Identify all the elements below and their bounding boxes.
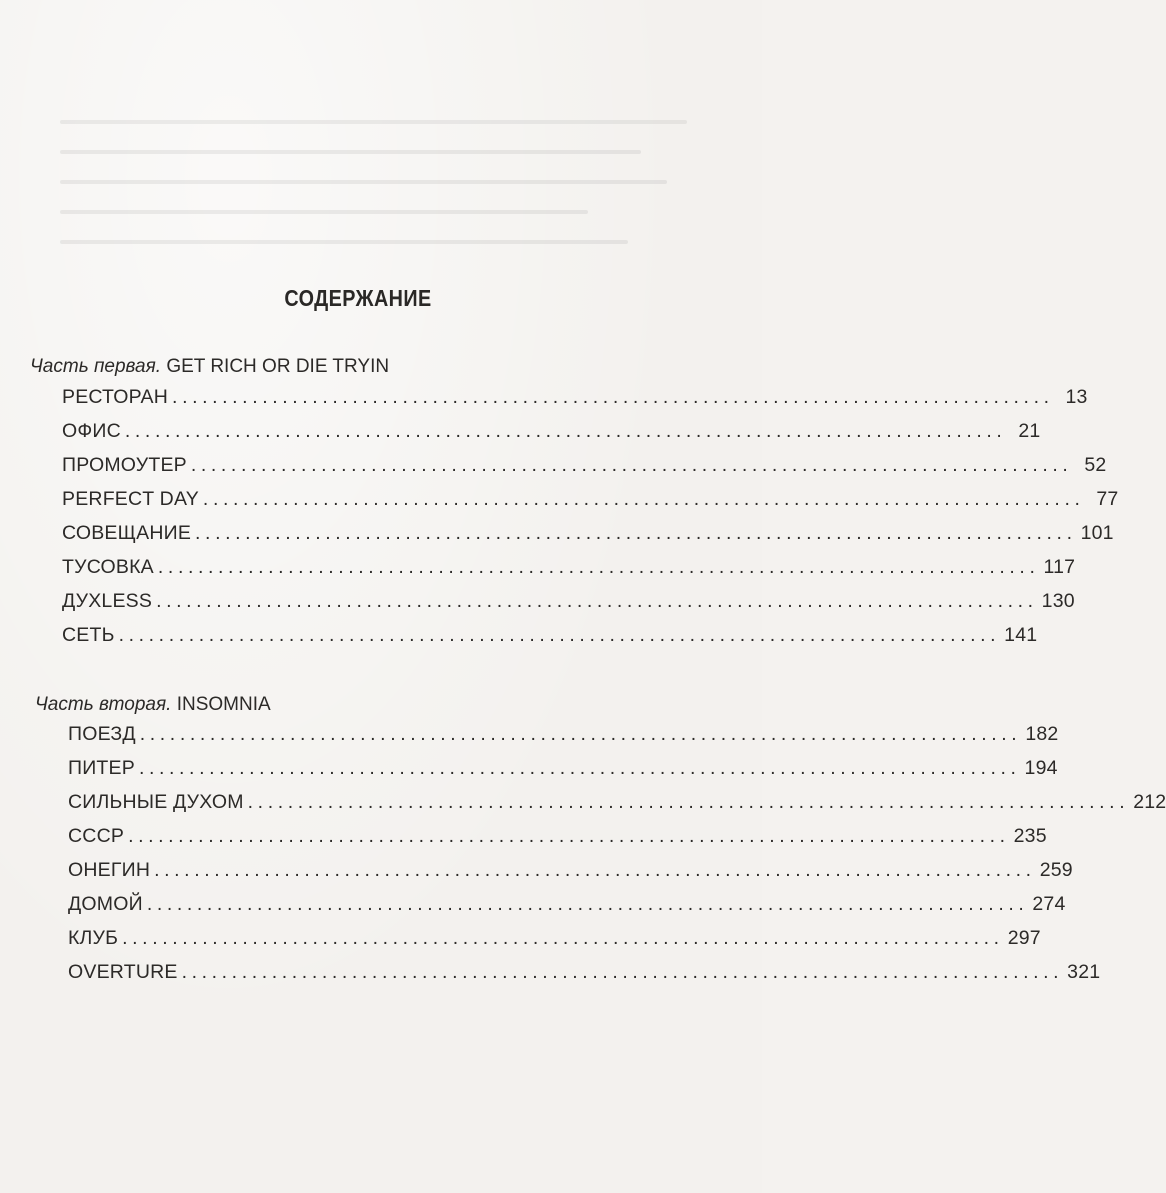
dot-leader: ........................................................................................ (247, 791, 1130, 813)
page-number: 13 (1065, 386, 1088, 408)
page-number: 321 (1067, 961, 1101, 983)
toc-entry[interactable] (62, 420, 1041, 454)
entry-title: ПОЕЗД (68, 723, 136, 745)
page-number: 274 (1032, 893, 1066, 915)
toc-entry[interactable] (68, 723, 1059, 757)
page-number: 141 (1004, 624, 1038, 646)
entry-title: ПИТЕР (68, 757, 135, 779)
entry-title: СОВЕЩАНИЕ (62, 522, 192, 544)
toc-entry[interactable] (62, 488, 1119, 522)
toc-entry[interactable] (62, 590, 1075, 624)
page-number: 235 (1013, 825, 1047, 847)
entry-title: ДОМОЙ (68, 893, 143, 915)
dot-leader: ........................................................................................ (156, 590, 1038, 612)
part-label: Часть вторая. (35, 694, 172, 715)
entry-title: ДУXLESS (62, 590, 153, 612)
entry-title: СИЛЬНЫЕ ДУХОМ (68, 791, 244, 813)
page-number: 21 (1018, 420, 1041, 442)
part-heading-1 (30, 356, 389, 378)
dot-leader: ........................................................................................ (138, 757, 1021, 779)
page-number: 212 (1133, 791, 1166, 813)
toc-entry[interactable] (62, 454, 1107, 488)
dot-leader: ........................................................................................ (124, 420, 1007, 442)
dot-leader: ........................................................................................ (157, 556, 1040, 578)
toc-entry[interactable] (68, 927, 1041, 961)
toc-entry[interactable] (68, 791, 1166, 825)
page-number: 77 (1096, 488, 1119, 510)
page-title: СОДЕРЖАНИЕ (284, 285, 432, 311)
page-number: 194 (1024, 757, 1058, 779)
entry-title: СЕТЬ (62, 624, 115, 646)
page-number: 52 (1084, 454, 1107, 476)
page-number: 297 (1007, 927, 1041, 949)
entry-title: ПРОМОУТЕР (62, 454, 187, 476)
dot-leader: ........................................................................................ (202, 488, 1085, 510)
toc-entry[interactable] (62, 556, 1076, 590)
toc-entry[interactable] (62, 624, 1038, 658)
page-number: 117 (1043, 556, 1076, 578)
part-heading-2 (35, 694, 271, 716)
entry-title: ОНЕГИН (68, 859, 151, 881)
entry-title: РЕСТОРАН (62, 386, 169, 408)
dot-leader: ........................................................................................ (190, 454, 1073, 476)
toc-entry[interactable] (68, 859, 1073, 893)
entry-title: СССР (68, 825, 125, 847)
dot-leader: ........................................................................................ (122, 927, 1004, 949)
dot-leader: ........................................................................................ (181, 961, 1064, 983)
toc-entry[interactable] (68, 825, 1047, 859)
dot-leader: ........................................................................................ (139, 723, 1022, 745)
toc-list-part-1 (62, 386, 1119, 658)
toc-entry[interactable] (68, 961, 1101, 995)
dot-leader: ........................................................................................ (128, 825, 1010, 847)
page-number: 259 (1039, 859, 1073, 881)
page-number: 101 (1080, 522, 1114, 544)
toc-entry[interactable] (62, 386, 1088, 420)
part-name: INSOMNIA (176, 694, 271, 715)
entry-title: PERFECT DAY (62, 488, 199, 510)
toc-list-part-2 (68, 723, 1166, 995)
entry-title: ТУСОВКА (62, 556, 154, 578)
dot-leader: ........................................................................................ (146, 893, 1029, 915)
part-label: Часть первая. (30, 356, 162, 377)
entry-title: КЛУБ (68, 927, 119, 949)
dot-leader: ........................................................................................ (118, 624, 1001, 646)
toc-entry[interactable] (62, 522, 1114, 556)
dot-leader: ........................................................................................ (172, 386, 1054, 408)
dot-leader: ........................................................................................ (154, 859, 1036, 881)
part-name: GET RICH OR DIE TRYIN (166, 356, 390, 377)
show-through-text (60, 120, 720, 290)
toc-entry[interactable] (68, 757, 1058, 791)
toc-entry[interactable] (68, 893, 1066, 927)
entry-title: ОФИС (62, 420, 121, 442)
page-number: 130 (1041, 590, 1075, 612)
dot-leader: ........................................................................................ (195, 522, 1077, 544)
entry-title: OVERTURE (68, 961, 178, 983)
page-number: 182 (1025, 723, 1059, 745)
